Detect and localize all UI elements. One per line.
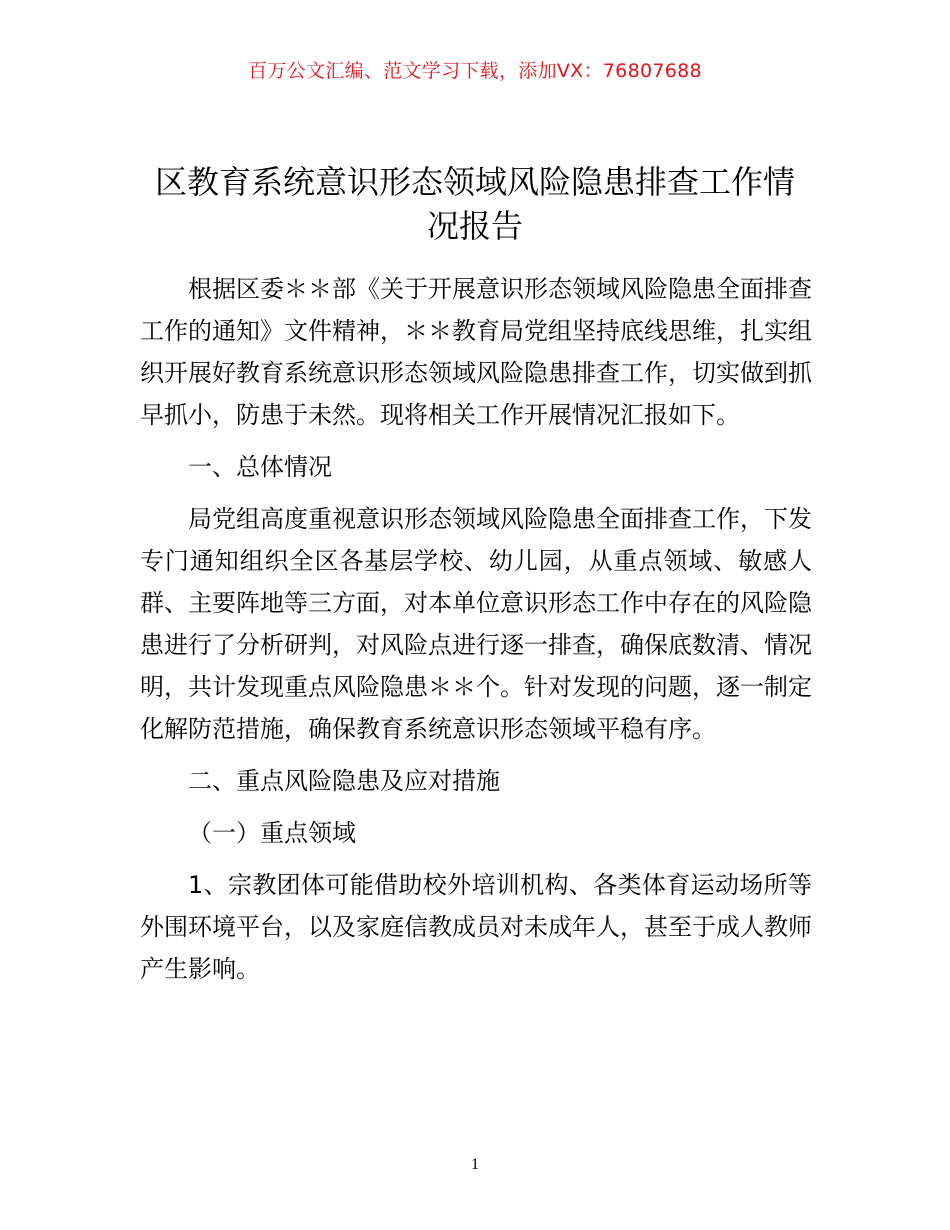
document-body — [140, 268, 812, 990]
section-heading-risks: 二、重点风险隐患及应对措施 — [188, 767, 500, 795]
document-title: 区教育系统意识形态领域风险隐患排查工作情况报告 — [154, 163, 795, 245]
overview-paragraph: 局党组高度重视意识形态领域风险隐患全面排查工作，下发专门通知组织全区各基层学校、幼儿园，从重点领域、敏感人群、主要阵地等三方面，对本单位意识形态工作中存在的风险隐患进行了分析研判，对风险点进行逐一排查，确保底数清、情况明，共计发现重点风险隐患＊＊个。针对发现的问题，逐一制定化解防范措施，确保教育系统意识形态领域平稳有序。 — [140, 505, 812, 743]
header-note: 百万公文汇编、范文学习下载，添加VX：76807688 — [248, 60, 702, 82]
section-heading-overview: 一、总体情况 — [188, 453, 332, 481]
page-number: 1 — [471, 1156, 479, 1173]
intro-paragraph: 根据区委＊＊部《关于开展意识形态领域风险隐患全面排查工作的通知》文件精神，＊＊教育局党组坚持底线思维，扎实组织开展好教育系统意识形态领域风险隐患排查工作，切实做到抓早抓小，防患于未然。现将相关工作开展情况汇报如下。 — [140, 275, 812, 429]
list-item-1: 1、宗教团体可能借助校外培训机构、各类体育运动场所等外围环境平台，以及家庭信教成员对未成年人，甚至于成人教师产生影响。 — [140, 871, 812, 983]
subsection-heading-key-areas: （一）重点领域 — [188, 819, 356, 847]
